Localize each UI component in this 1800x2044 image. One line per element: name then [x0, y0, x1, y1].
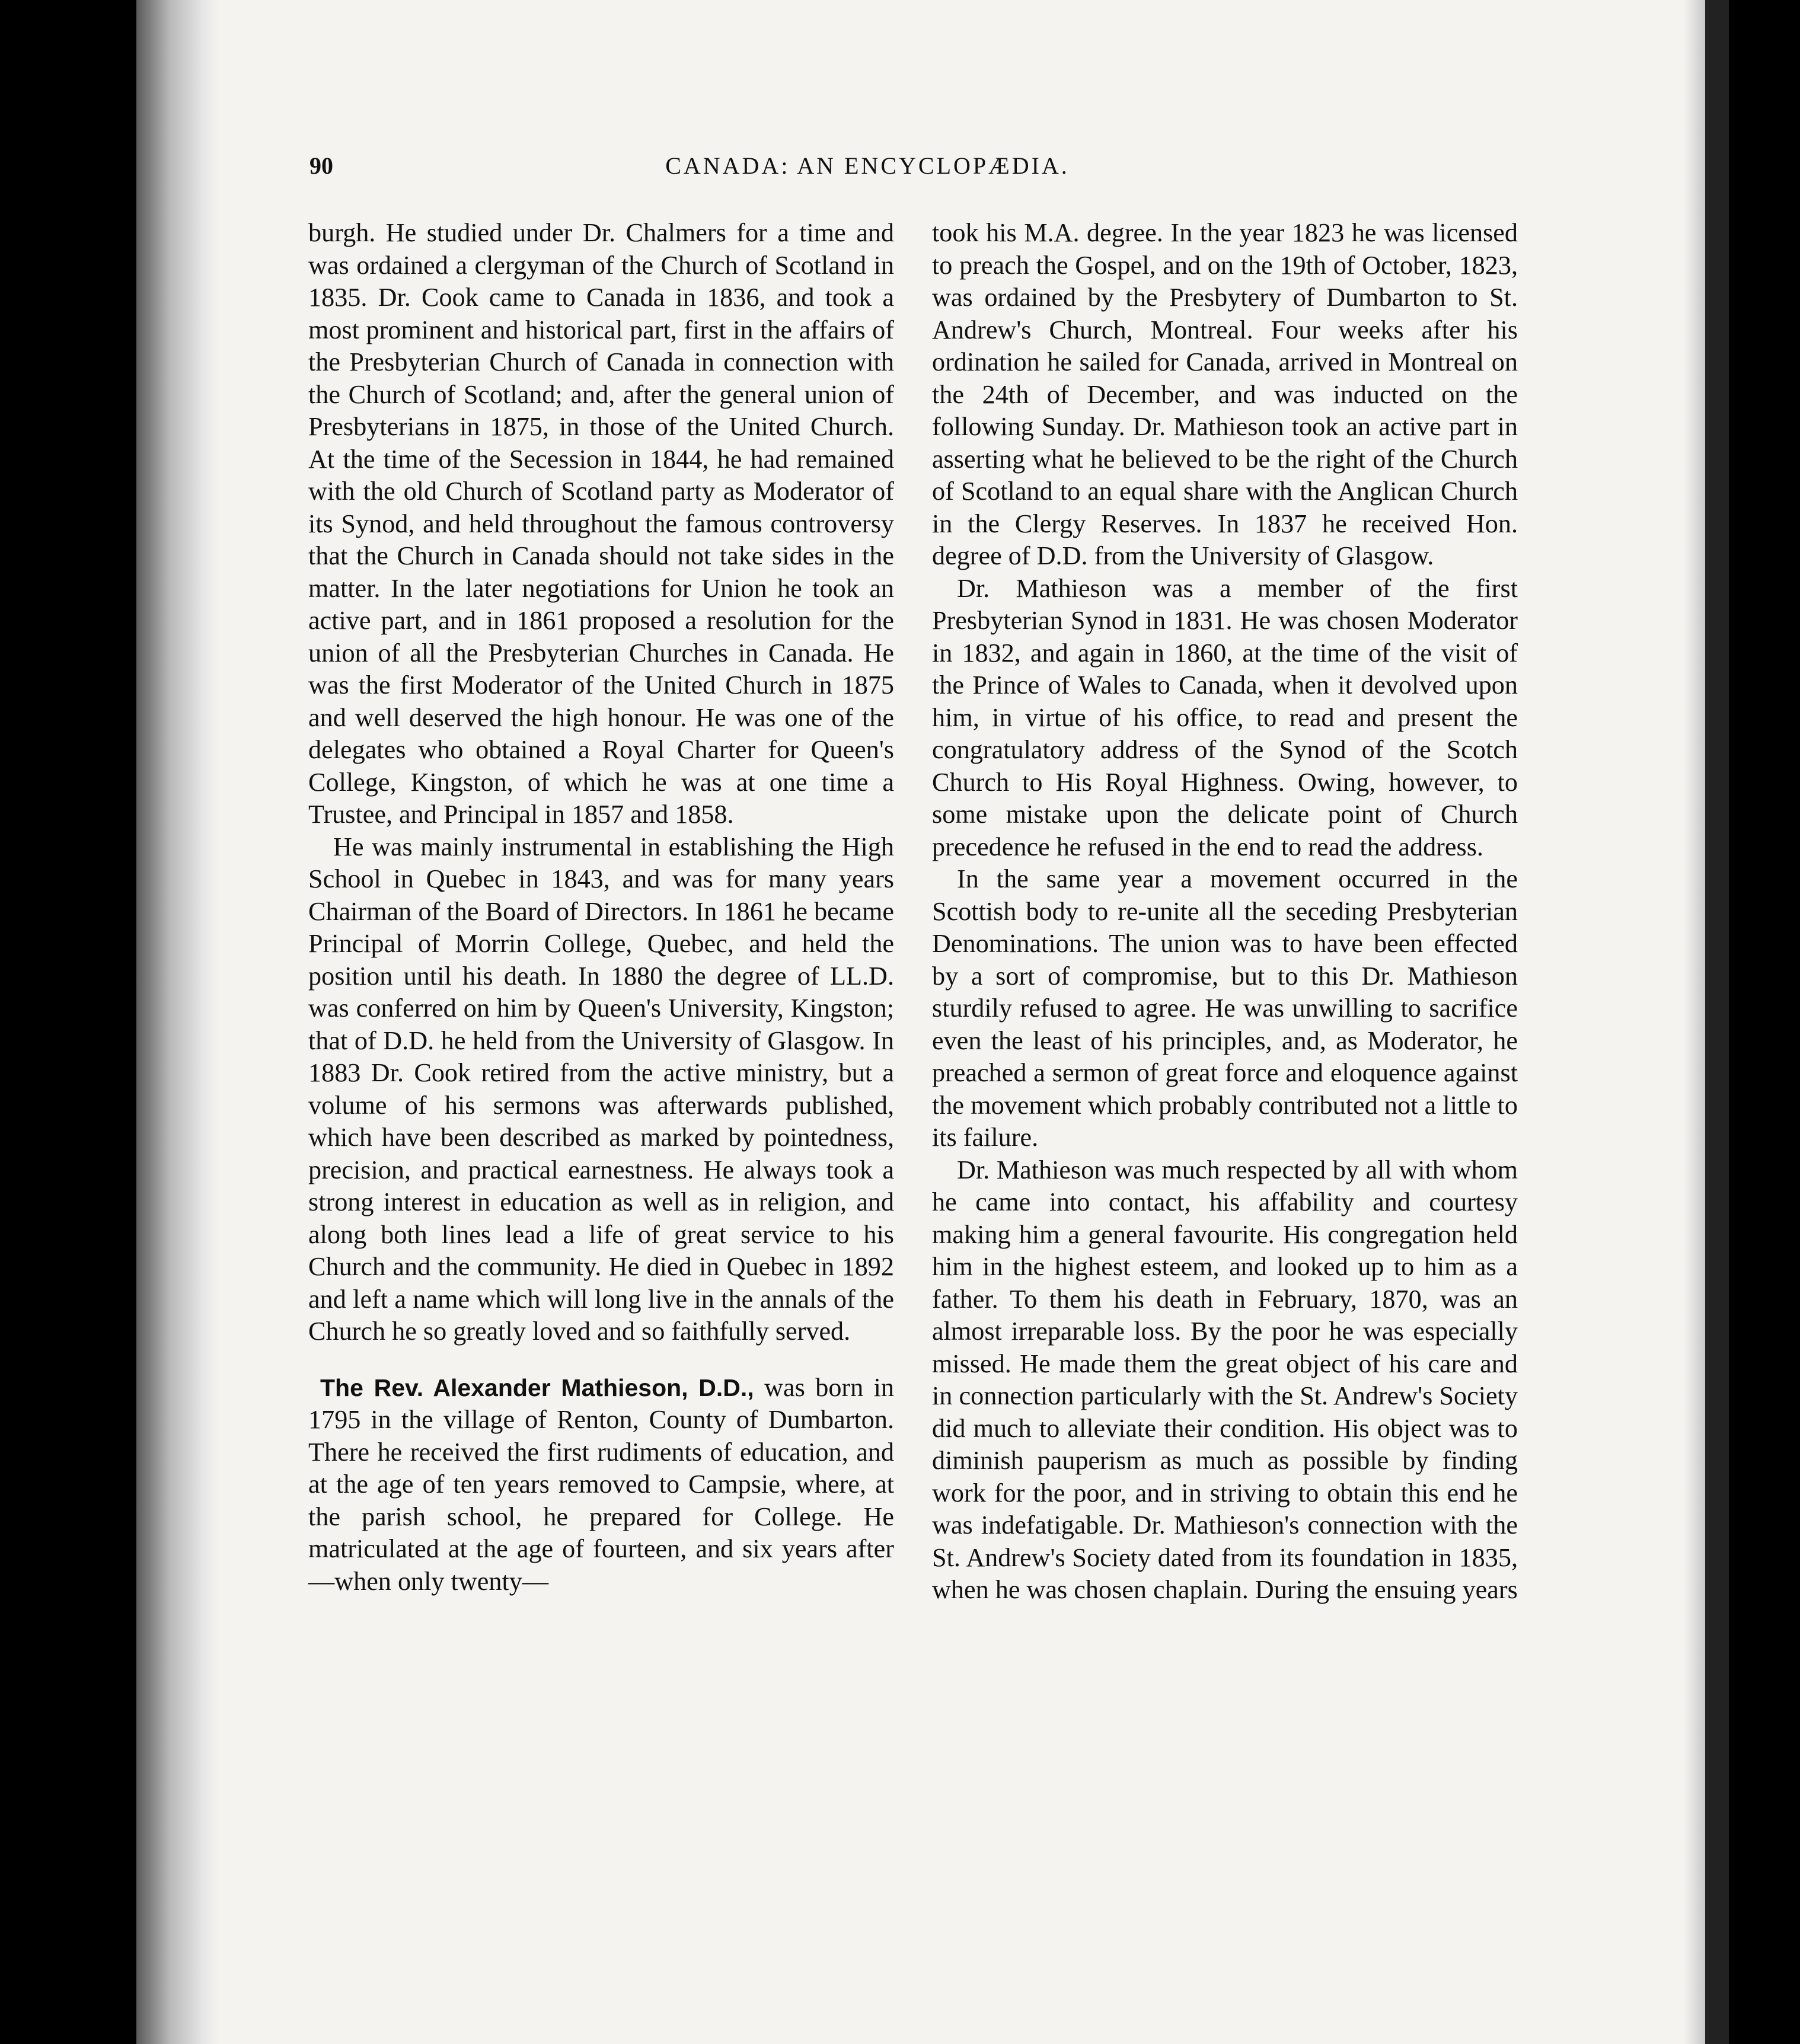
left-column	[308, 217, 894, 1598]
page-number: 90	[309, 152, 333, 179]
paragraph: Dr. Mathieson was a member of the first Presbyterian Synod in 1831. He was chosen Moderator in 1832, and again in 1860, at the time of the visit of the Prince of Wales to Canada, when it devolved upon him, in virtue of his office, to read and present the congratulatory address of the Synod of the Scotch Church to His Royal Highness. Owing, however, to some mistake upon the delicate point of Church precedence he refused in the end to read the address.	[932, 573, 1518, 861]
entry-text: was born in 1795 in the village of Renton, County of Dumbarton. There he received the first rudiments of education, and at the age of ten years removed to Campsie, where, at the parish school, he prepared for College. He matriculated at the age of fourteen, and six years after—when only twenty—	[308, 1372, 894, 1596]
paragraph: In the same year a movement occurred in the Scottish body to re-unite all the seceding Presbyterian Denominations. The union was to have been effected by a sort of compromise, but to this Dr. Mathieson sturdily refused to agree. He was unwilling to sacrifice even the least of his principles, and, as Moderator, he preached a sermon of great force and eloquence against the movement which probably contributed not a little to its failure.	[932, 864, 1518, 1152]
page-edge-shadow	[1684, 0, 1705, 2044]
paragraph: He was mainly instrumental in establishing the High School in Quebec in 1843, and was for many years Chairman of the Board of Directors. In 1861 he became Principal of Morrin College, Quebec, and held the position until his death. In 1880 the degree of LL.D. was conferred on him by Queen's University, Kingston; that of D.D. he held from the University of Glasgow. In 1883 Dr. Cook retired from the active ministry, but a volume of his sermons was afterwards published, which have been described as marked by pointedness, precision, and practical earnestness. He always took a strong interest in education as well as in religion, and along both lines lead a life of great service to his Church and the community. He died in Quebec in 1892 and left a name which will long live in the annals of the Church he so greatly loved and so faithfully served.	[308, 832, 894, 1346]
right-column	[932, 217, 1518, 1607]
page-binding-shadow	[136, 0, 219, 2044]
paragraph: Dr. Mathieson was much respected by all with whom he came into contact, his affability and courtesy making him a general favourite. His congregation held him in the highest esteem, and looked up to him as a father. To them his death in February, 1870, was an almost irreparable loss. By the poor he was especially missed. He made them the great object of his care and in connection particularly with the St. Andrew's Society did much to alleviate their condition. His object was to diminish pauperism as much as possible by finding work for the poor, and in striving to obtain this end he was indefatigable. Dr. Mathieson's connection with the St. Andrew's Society dated from its foundation in 1835, when he was chosen chaplain. During the ensuing years	[932, 1155, 1518, 1604]
running-head: CANADA: AN ENCYCLOPÆDIA.	[665, 152, 1070, 179]
paragraph: burgh. He studied under Dr. Chalmers for a time and was ordained a clergyman of the Church of Scotland in 1835. Dr. Cook came to Canada in 1836, and took a most prominent and historical part, first in the affairs of the Presbyterian Church of Canada in connection with the Church of Scotland; and, after the general union of Presbyterians in 1875, in those of the United Church. At the time of the Secession in 1844, he had remained with the old Church of Scotland party as Moderator of its Synod, and held throughout the famous controversy that the Church in Canada should not take sides in the matter. In the later negotiations for Union he took an active part, and in 1861 proposed a resolution for the union of all the Presbyterian Churches in Canada. He was the first Moderator of the United Church in 1875 and well deserved the high honour. He was one of the delegates who obtained a Royal Charter for Queen's College, Kingston, of which he was at one time a Trustee, and Principal in 1857 and 1858.	[308, 218, 894, 829]
facing-page-edge	[1705, 0, 1800, 2044]
paragraph: took his M.A. degree. In the year 1823 he was licensed to preach the Gospel, and on the 19th of October, 1823, was ordained by the Presbytery of Dumbarton to St. Andrew's Church, Montreal. Four weeks after his ordination he sailed for Canada, arrived in Montreal on the 24th of December, and was inducted on the following Sunday. Dr. Mathieson took an active part in asserting what he believed to be the right of the Church of Scotland to an equal share with the Anglican Church in the Clergy Reserves. In 1837 he received Hon. degree of D.D. from the University of Glasgow.	[932, 218, 1518, 570]
biography-entry	[308, 1372, 894, 1598]
facing-page-gutter	[1705, 0, 1729, 2044]
entry-name: The Rev. Alexander Mathieson, D.D.,	[320, 1374, 754, 1401]
page-header	[309, 152, 1425, 187]
